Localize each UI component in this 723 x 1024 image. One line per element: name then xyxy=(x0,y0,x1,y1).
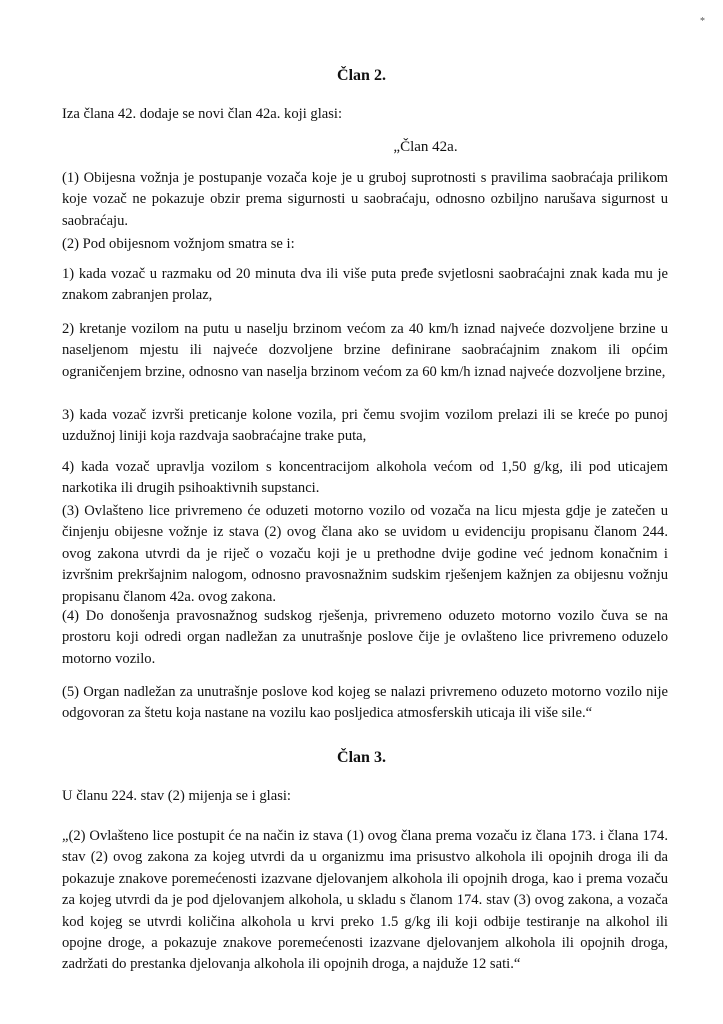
paragraph-3: (3) Ovlašteno lice privremeno će oduzeti motorno vozilo od vozača na licu mjesta gdje je zatečen u činjenju obijesne vožnje iz stava (2) ovog člana ako se uvidom u evidenciju propisanu članom 244. ovog zakona utvrdi da je riječ o vozaču koji je u prethodne dvije godine već jednom konačnim i izvršnim prekršajnim nalogom, odnosno pravosnažnim sudskim rješenjem kažnjen za obijesnu vožnju propisanu članom 42a. ovog zakona. xyxy=(62,503,668,605)
article-3-paragraph: „(2) Ovlašteno lice postupit će na način iz stava (1) ovog člana prema vozaču iz člana 173. i člana 174. stav (2) ovog zakona za kojeg utvrdi da u organizmu ima prisustvo alkohola ili opojnih droga ili da pokazuje znakove poremećenosti izazvane djelovanjem alkohola ili opojnih droga, kao i prema vozaču za kojeg utvrdi da je pod djelovanjem alkohola, u skladu s članom 174. stav (3) ovog zakona, a vozača kod kojeg se utvrdi količina alkohola u krvi preko 1.5 g/kg ili koji odbije testiranje na alkohol ili opojne droge, a pokazuje znakove poremećenosti izazvane djelovanjem alkohola ili opojnih droga, zadržati do prestanka djelovanja alkohola ili opojnih droga, a najduže 12 sati.“ xyxy=(62,828,668,973)
paragraph-1: (1) Obijesna vožnja je postupanje vozača koje je u gruboj suprotnosti s pravilima saobraćaja prilikom koje vozač ne pokazuje obzir prema sigurnosti u saobraćaju, odnosno ozbiljno narušava sigurnost u saobraćaju. xyxy=(62,170,668,229)
item-2: 2) kretanje vozilom na putu u naselju brzinom većom za 40 km/h iznad najveće dozvoljene brzine u naseljenom mjestu ili najveće dozvoljene brzine definirane saobraćajnim znakom ili općim ograničenjem brzine, odnosno van naselja brzinom većom za 60 km/h iznad najveće dozvoljene brzine, xyxy=(62,321,668,380)
paragraph-2: (2) Pod obijesnom vožnjom smatra se i: xyxy=(62,236,295,252)
article-2-intro: Iza člana 42. dodaje se novi član 42a. koji glasi: xyxy=(62,106,343,122)
article-3-intro: U članu 224. stav (2) mijenja se i glasi: xyxy=(62,788,291,804)
item-1: 1) kada vozač u razmaku od 20 minuta dva ili više puta pređe svjetlosni saobraćajni znak kada mu je znakom zabranjen prolaz, xyxy=(62,266,668,304)
item-3: 3) kada vozač izvrši preticanje kolone vozila, pri čemu svojim vozilom prelazi ili se kreće po punoj uzdužnoj liniji koja razdvaja saobraćajne trake puta, xyxy=(62,407,668,445)
paragraph-4: (4) Do donošenja pravosnažnog sudskog rješenja, privremeno oduzeto motorno vozilo čuva se na prostoru koji odredi organ nadležan za unutrašnje poslove čije je ovlašteno lice privremeno oduzelo motorno vozilo. xyxy=(62,608,668,667)
article-42a-heading: „Član 42a. xyxy=(393,139,458,155)
article-2-heading: Član 2. xyxy=(337,67,386,84)
corner-mark: * xyxy=(700,16,705,27)
item-4: 4) kada vozač upravlja vozilom s koncentracijom alkohola većom od 1,50 g/kg, ili pod uticajem narkotika ili drugih psihoaktivnih supstanci. xyxy=(62,459,668,497)
paragraph-5: (5) Organ nadležan za unutrašnje poslove kod kojeg se nalazi privremeno oduzeto motorno vozilo nije odgovoran za štetu koja nastane na vozilu kao posljedica atmosferskih uticaja ili više sile.“ xyxy=(62,684,668,722)
article-3-heading: Član 3. xyxy=(337,749,386,766)
